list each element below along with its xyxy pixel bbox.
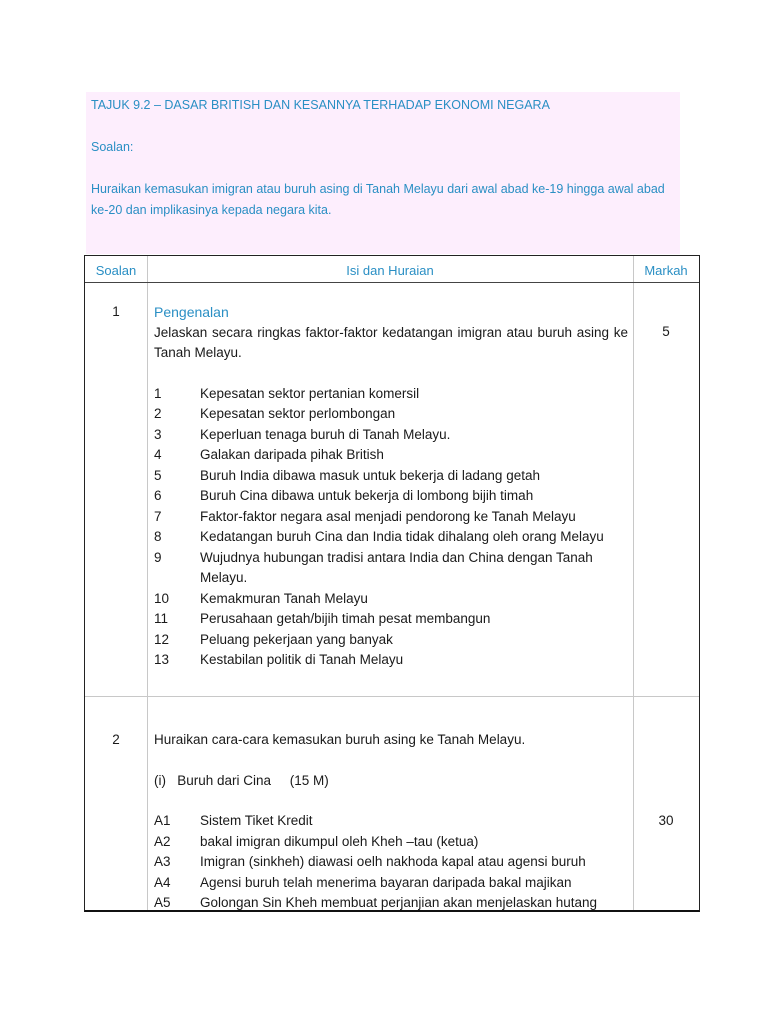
list-item-number: 11 bbox=[154, 611, 169, 626]
question-label: Soalan: bbox=[91, 140, 134, 154]
list-item-text: Kemakmuran Tanah Melayu bbox=[200, 590, 368, 606]
method-list bbox=[154, 811, 628, 912]
list-item-text: Peluang pekerjaan yang banyak bbox=[200, 631, 393, 647]
list-item bbox=[154, 445, 628, 466]
list-item-text: Buruh India dibawa masuk untuk bekerja di ladang getah bbox=[200, 467, 540, 483]
column-header-soalan: Soalan bbox=[95, 263, 137, 278]
list-item bbox=[154, 873, 628, 894]
list-item-number: 2 bbox=[154, 406, 162, 421]
list-item-text: Kedatangan buruh Cina dan India tidak dihalang oleh orang Melayu bbox=[200, 529, 604, 544]
list-item-number: 8 bbox=[154, 529, 162, 544]
list-item-text: Kepesatan sektor perlombongan bbox=[200, 406, 396, 421]
list-item-text: bakal imigran dikumpul oleh Kheh –tau (ketua) bbox=[200, 833, 479, 849]
answer-table bbox=[84, 255, 700, 912]
list-item bbox=[154, 486, 628, 507]
list-item bbox=[154, 832, 628, 853]
list-item bbox=[154, 852, 628, 873]
list-item-text: Kepesatan sektor pertanian komersil bbox=[200, 385, 420, 401]
sub-heading: (i) Buruh dari Cina (15 M) bbox=[154, 772, 329, 788]
list-item-number: 9 bbox=[154, 549, 162, 565]
list-item bbox=[154, 384, 628, 405]
list-item-text: Kestabilan politik di Tanah Melayu bbox=[200, 652, 404, 667]
list-item-number: 3 bbox=[154, 426, 162, 442]
list-item bbox=[154, 650, 628, 671]
header-panel bbox=[86, 92, 680, 254]
list-item bbox=[154, 404, 628, 425]
main-question: Huraikan kemasukan imigran atau buruh asing di Tanah Melayu dari awal abad ke-19 hingga awal abad ke-20 dan implikasinya kepada negara kita. bbox=[91, 182, 665, 217]
list-item-text: Agensi buruh telah menerima bayaran daripada bakal majikan bbox=[200, 874, 572, 890]
list-item-text: Faktor-faktor negara asal menjadi pendorong ke Tanah Melayu bbox=[200, 508, 576, 524]
list-item-text: Keperluan tenaga buruh di Tanah Melayu. bbox=[200, 426, 451, 442]
list-item-number: A1 bbox=[154, 813, 171, 828]
list-item-text: Buruh Cina dibawa untuk bekerja di lombong bijih timah bbox=[200, 488, 534, 503]
list-item bbox=[154, 893, 628, 912]
row-number: 1 bbox=[112, 304, 120, 319]
list-item-number: 10 bbox=[154, 590, 170, 606]
row-marks: 30 bbox=[658, 813, 674, 828]
list-item-number: 13 bbox=[154, 652, 170, 667]
list-item bbox=[154, 630, 628, 651]
list-item-text: Wujudnya hubungan tradisi antara India dan China dengan Tanah Melayu. bbox=[200, 549, 593, 585]
list-item bbox=[154, 466, 628, 487]
list-item-number: A5 bbox=[154, 895, 171, 910]
list-item bbox=[154, 425, 628, 446]
section-title: Pengenalan bbox=[154, 304, 229, 320]
list-item-number: A2 bbox=[154, 833, 171, 849]
row-marks: 5 bbox=[662, 324, 670, 339]
list-item-number: A3 bbox=[154, 854, 171, 869]
list-item-text: Golongan Sin Kheh membuat perjanjian akan menjelaskan hutang bbox=[200, 895, 598, 910]
document-title: TAJUK 9.2 – DASAR BRITISH DAN KESANNYA TERHADAP EKONOMI NEGARA bbox=[91, 98, 550, 112]
factor-list bbox=[154, 384, 628, 671]
list-item bbox=[154, 507, 628, 528]
list-item-number: 12 bbox=[154, 631, 170, 647]
list-item bbox=[154, 527, 628, 548]
list-item-text: Sistem Tiket Kredit bbox=[200, 813, 313, 828]
list-item-text: Perusahaan getah/bijih timah pesat membangun bbox=[200, 611, 491, 626]
list-item-number: 5 bbox=[154, 467, 162, 483]
row-instruction: Huraikan cara-cara kemasukan buruh asing ke Tanah Melayu. bbox=[154, 732, 526, 747]
row-content bbox=[154, 302, 628, 671]
list-item bbox=[154, 609, 628, 630]
header-row-divider bbox=[85, 282, 699, 283]
list-item-number: 4 bbox=[154, 447, 162, 462]
row-content bbox=[154, 730, 628, 912]
row-number: 2 bbox=[112, 732, 120, 747]
column-divider bbox=[633, 256, 634, 910]
list-item bbox=[154, 811, 628, 832]
column-header-isi: Isi dan Huraian bbox=[346, 263, 434, 278]
list-item-text: Imigran (sinkheh) diawasi oelh nakhoda kapal atau agensi buruh bbox=[200, 854, 586, 869]
list-item-number: A4 bbox=[154, 874, 171, 890]
list-item-number: 1 bbox=[154, 385, 162, 401]
list-item bbox=[154, 589, 628, 610]
list-item-number: 6 bbox=[154, 488, 162, 503]
column-header-markah: Markah bbox=[644, 263, 688, 278]
column-divider bbox=[147, 256, 148, 910]
list-item-text: Galakan daripada pihak British bbox=[200, 447, 384, 462]
list-item bbox=[154, 548, 628, 589]
row-instruction: Jelaskan secara ringkas faktor-faktor kedatangan imigran atau buruh asing ke Tanah Melayu. bbox=[154, 324, 628, 360]
row-divider bbox=[85, 696, 699, 697]
list-item-number: 7 bbox=[154, 508, 162, 524]
